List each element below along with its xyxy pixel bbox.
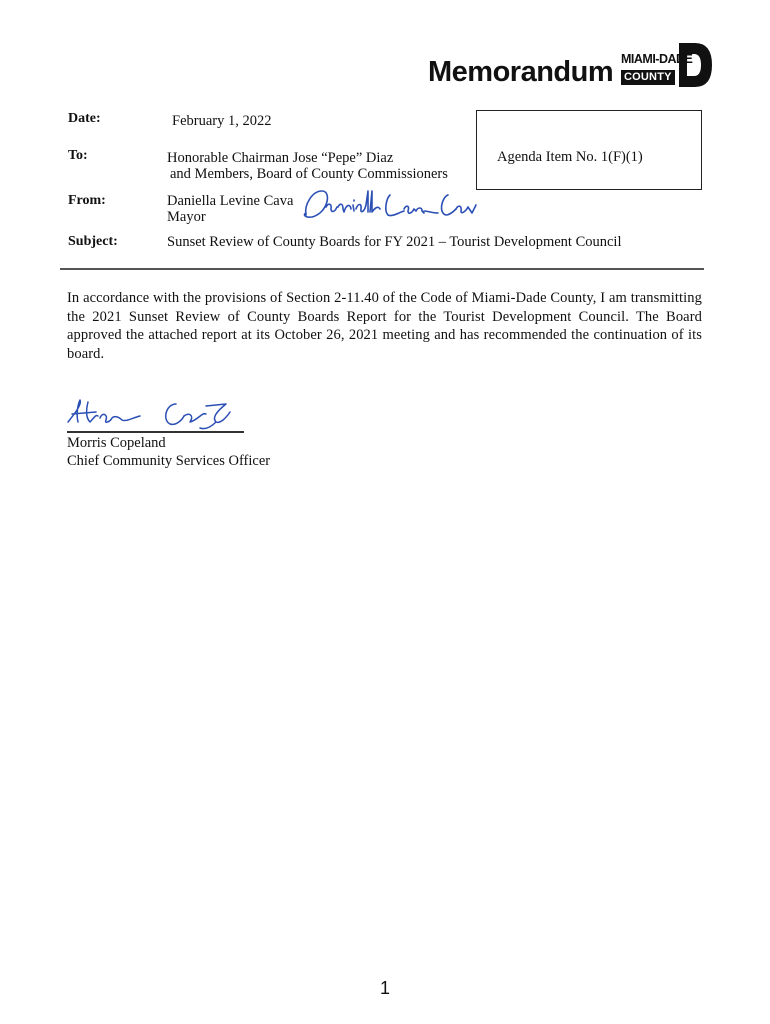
agenda-item-text: Agenda Item No. 1(F)(1) [497, 149, 643, 165]
to-value-line1: Honorable Chairman Jose “Pepe” Diaz [167, 150, 394, 166]
subject-label: Subject: [68, 234, 118, 249]
header-divider [60, 268, 704, 270]
date-label: Date: [68, 111, 101, 126]
date-value: February 1, 2022 [172, 113, 272, 129]
signatory-name: Morris Copeland [67, 435, 166, 451]
memorandum-title: Memorandum [428, 56, 614, 88]
to-label: To: [68, 148, 88, 163]
to-value-line2: and Members, Board of County Commissioners [170, 166, 448, 182]
agenda-item-box [476, 110, 702, 190]
signature-line [67, 431, 244, 433]
signatory-title: Chief Community Services Officer [67, 453, 271, 469]
page-number: 1 [379, 978, 390, 998]
from-label: From: [68, 193, 106, 208]
copeland-signature [66, 394, 246, 434]
mayor-signature [298, 185, 480, 227]
logo-top-text: MIAMI-DADE [621, 52, 693, 66]
subject-value: Sunset Review of County Boards for FY 2021 – Tourist Development Council [167, 234, 622, 250]
memo-body-paragraph: In accordance with the provisions of Section 2-11.40 of the Code of Miami-Dade County, I am transmitting the 2021 Sunset Review of County Boards Report for the Tourist Development Council. The Board approved the attached report at its October 26, 2021 meeting and has recommended the continuation of its board. [67, 290, 702, 362]
from-value-name: Daniella Levine Cava [167, 193, 294, 209]
from-value-title: Mayor [167, 209, 206, 225]
miami-dade-county-logo [617, 42, 713, 88]
logo-county-box: COUNTY [621, 70, 675, 85]
